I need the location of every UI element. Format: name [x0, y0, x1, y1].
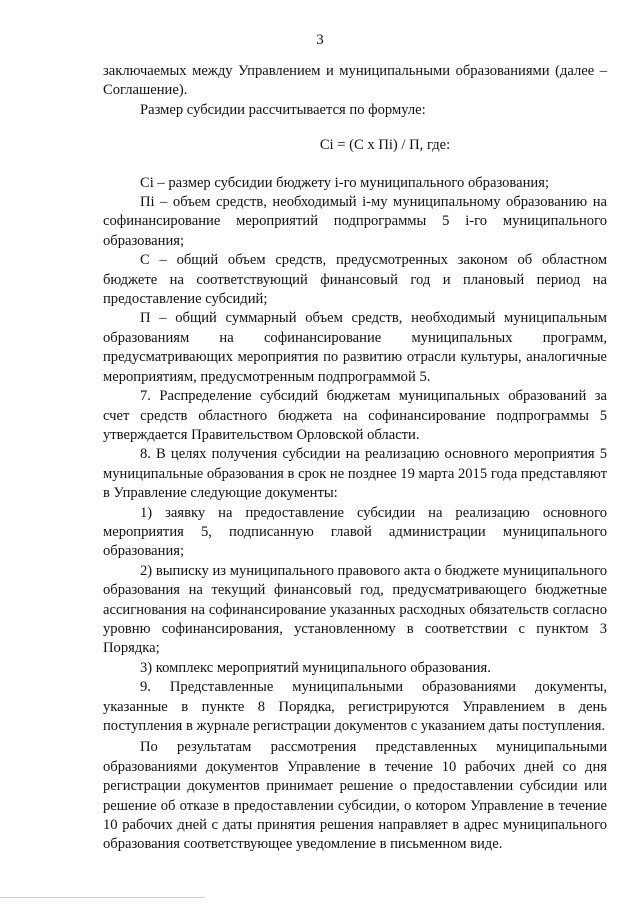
paragraph-item-9: 9. Представленные муниципальными образованиями документы, указанные в пункте 8 Порядка, регистрируются Управлением в день поступления в журнале регистрации документов с указанием даты поступления. [103, 679, 607, 734]
definition-p: П – общий суммарный объем средств, необходимый муниципальным образованиям на софинансирование муниципальных программ, предусматривающих мероприятия по развитию отрасли культуры, аналогичные мероприятиям, предусмотренным подпрограммой 5. [103, 310, 607, 385]
list-item-3: 3) комплекс мероприятий муниципального образования. [140, 659, 491, 676]
definition-c: С – общий объем средств, предусмотренных законом об областном бюджете на соответствующий финансовый год и плановый период на предоставление субсидий; [103, 252, 607, 308]
paragraph-item-8: 8. В целях получения субсидии на реализацию основного мероприятия 5 муниципальные образования в срок не позднее 19 марта 2015 года представляют в Управление следующие документы: [103, 446, 607, 502]
paragraph-review-results: По результатам рассмотрения представленных муниципальными образованиями документов Управление в течение 10 рабочих дней со дня регистрации документов принимает решение о предоставлении субсидии или решение об отказе в предоставлении субсидии, о котором Управление в течение 10 рабочих дней с даты принятия решения направляет в адрес муниципального образования соответствующее уведомление в письменном виде. [103, 739, 607, 853]
page-number: 3 [316, 32, 324, 48]
paragraph-item-7: 7. Распределение субсидий бюджетам муниципальных образований за счет средств областного бюджета на софинансирование подпрограммы 5 утверждается Правительством Орловской области. [103, 388, 607, 443]
list-item-1: 1) заявку на предоставление субсидии на реализацию основного мероприятия 5, подписанную главой администрации муниципального образования; [103, 504, 607, 560]
definition-pi: Пi – объем средств, необходимый i-му муниципальному образованию на софинансирование мероприятий подпрограммы 5 i-го муниципального образования; [103, 194, 607, 249]
document-body [103, 62, 607, 855]
footer-divider [0, 897, 205, 898]
paragraph-agreement-continuation: заключаемых между Управлением и муниципальными образованиями (далее – Соглашение). [103, 63, 607, 99]
definition-ci: Сi – размер субсидии бюджету i-го муниципального образования; [140, 174, 549, 191]
list-item-2: 2) выписку из муниципального правового акта о бюджете муниципального образования на текущий финансовый год, предусматривающего бюджетные ассигнования на софинансирование указанных расходных обязательств согласно уровню софинансирования, установленному в соответствии с пунктом 3 Порядка; [103, 562, 607, 657]
subsidy-formula: Сi = (С х Пi) / П, где: [319, 137, 451, 154]
paragraph-formula-intro: Размер субсидии рассчитывается по формуле: [140, 101, 426, 118]
